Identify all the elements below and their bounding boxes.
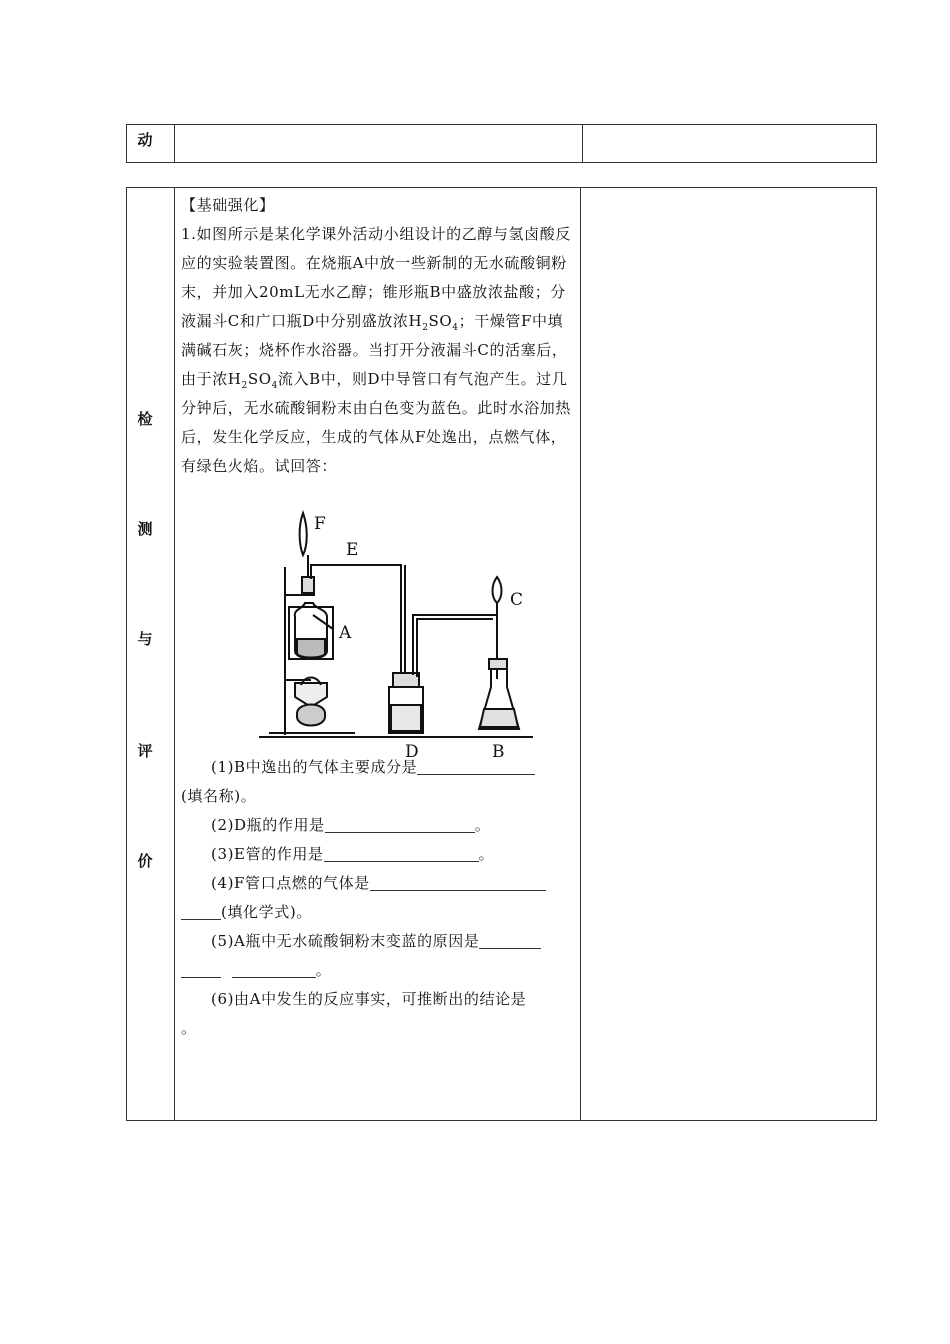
- side-label-char: 与: [137, 630, 153, 648]
- side-label-char: 价: [137, 852, 153, 870]
- apparatus-diagram: [255, 505, 535, 765]
- flask-a-pointer: [313, 615, 333, 629]
- top-table: [126, 124, 877, 163]
- column-divider: [174, 125, 175, 162]
- funnel-c: [493, 577, 502, 603]
- column-divider: [582, 125, 583, 162]
- side-label: 动: [137, 131, 153, 149]
- answer-blank[interactable]: [479, 932, 541, 949]
- drying-tube-f: [300, 513, 307, 555]
- answer-blank[interactable]: [370, 874, 546, 891]
- connecting-tube: [413, 615, 497, 679]
- section-heading: 【基础强化】: [181, 196, 275, 214]
- question-5: (5)A瓶中无水硫酸铜粉末变蓝的原因是 。: [181, 927, 577, 985]
- question-3: (3)E管的作用是 。: [211, 845, 495, 863]
- question-6: (6)由A中发生的反应事实，可推断出的结论是 。: [181, 990, 527, 1037]
- label-c: C: [510, 590, 524, 610]
- label-f: F: [314, 514, 326, 534]
- side-label-char: 检: [137, 410, 153, 428]
- question-1: (1)B中逸出的气体主要成分是 (填名称)。: [181, 753, 577, 811]
- answer-blank[interactable]: [232, 961, 316, 978]
- answer-blank[interactable]: [324, 845, 479, 862]
- answer-blank[interactable]: [181, 961, 221, 978]
- label-a: A: [339, 623, 352, 643]
- label-d: D: [405, 742, 419, 762]
- side-label-char: 测: [137, 520, 153, 538]
- lamp: [297, 705, 325, 726]
- question-4: (4)F管口点燃的气体是 (填化学式)。: [181, 869, 577, 927]
- question-2: (2)D瓶的作用是 。: [211, 816, 491, 834]
- answer-blank[interactable]: [325, 816, 475, 833]
- label-b: B: [492, 742, 505, 762]
- burner: [295, 683, 327, 707]
- problem-statement: 1.如图所示是某化学课外活动小组设计的乙醇与氢卤酸反应的实验装置图。在烧瓶A中放一些新制的无水硫酸铜粉末，并加入20mL无水乙醇；锥形瓶B中盛放浓盐酸；分液漏斗C和广口瓶D中分别盛放浓$H_2SO_4$；干燥管F中填满碱石灰；烧杯作水浴器。当打开分液漏斗C的活塞后，由于浓$H_2SO_4$流入B中，则D中导管口有气泡产生。过几分钟后，无水硫酸铜粉末由白色变为蓝色。此时水浴加热后，发生化学反应，生成的气体从F处逸出，点燃气体，有绿色火焰。试回答：: [181, 225, 572, 475]
- label-e: E: [346, 540, 359, 560]
- side-label-char: 评: [137, 742, 153, 760]
- column-divider: [580, 188, 581, 1120]
- answer-blank[interactable]: [181, 903, 221, 920]
